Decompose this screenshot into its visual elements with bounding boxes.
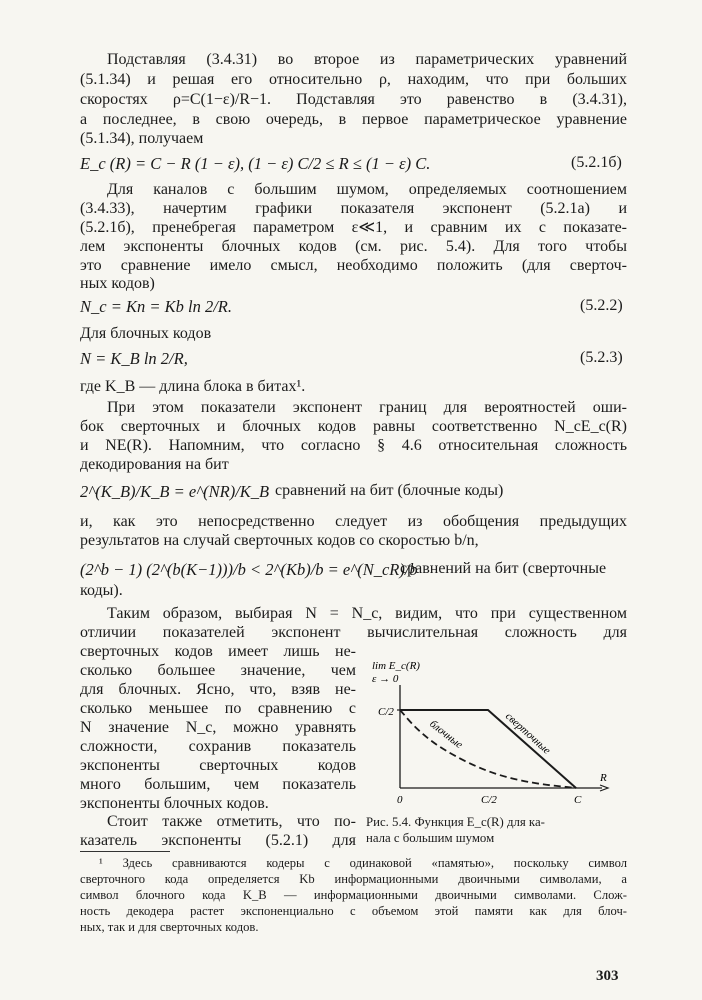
page-number: 303 — [596, 968, 619, 984]
paragraph-2-line-2: (3.4.33), начертим графики показателя экспонент (5.2.1а) и — [80, 200, 627, 217]
figure-x-tick-c: C — [574, 794, 582, 806]
footnote-line-2: сверточного кода определяется Kb информационными двоичными символами, а — [80, 872, 627, 886]
paragraph-5-narrow-line-3: для блочных. Ясно, что, взяв не- — [80, 681, 356, 698]
figure-x-tick-origin: 0 — [397, 794, 403, 806]
equation-5-2-1b: E_c (R) = C − R (1 − ε), (1 − ε) C/2 ≤ R ≤ (1 − ε) C. — [80, 154, 431, 173]
block-codes-label: Для блочных кодов — [80, 325, 212, 342]
figure-curve-label-conv: сверточные — [502, 710, 553, 757]
equation-conv-complexity: (2^b − 1) (2^(b(K−1)))/b < 2^(Kb)/b = e^(N_cR)/b — [80, 560, 418, 579]
footnote-line-4: ность декодера растет экспоненциально с объемом этой памяти как для блоч- — [80, 904, 627, 918]
paragraph-2-line-5: это сравнение имело смысл, необходимо положить (для сверточ- — [80, 257, 627, 274]
paragraph-5-narrow-line-6: сложности, сохранив показатель — [80, 738, 356, 755]
paragraph-1-line-2: (5.1.34) и решая его относительно ρ, находим, что при больших — [80, 71, 627, 88]
footnote-line-1: ¹ Здесь сравниваются кодеры с одинаковой «памятью», поскольку символ — [99, 856, 627, 870]
equation-number-5-2-3: (5.2.3) — [580, 349, 623, 366]
paragraph-1-line-1: Подставляя (3.4.31) во второе из параметрических уравнений — [107, 51, 627, 68]
paragraph-4-line-2: результатов на случай сверточных кодов со скоростью b/n, — [80, 532, 479, 549]
footnote-line-3: символ блочного кода K_B — информационными двоичными символами. Слож- — [80, 888, 627, 902]
paragraph-3-line-3: и NE(R). Напомним, что согласно § 4.6 относительная сложность — [80, 437, 627, 454]
paragraph-3-line-2: бок сверточных и блочных кодов равны соответственно N_cE_c(R) — [80, 418, 627, 435]
equation-block-complexity-text: сравнений на бит (блочные коды) — [275, 482, 504, 499]
equation-block-complexity: 2^(K_B)/K_B = e^(NR)/K_B — [80, 482, 270, 501]
figure-y-tick-c2: C/2 — [378, 706, 394, 718]
equation-number-5-2-2: (5.2.2) — [580, 297, 623, 314]
equation-conv-complexity-continuation: коды). — [80, 582, 123, 599]
figure-y-label-top: lim E_c(R) — [372, 660, 420, 672]
paragraph-5-narrow-line-8: много большим, чем показатель — [80, 776, 356, 793]
where-kb-line: где K_B — длина блока в битах¹. — [80, 378, 306, 395]
paragraph-1-line-3: скоростях ρ=C(1−ε)/R−1. Подставляя это равенство в (3.4.31), — [80, 91, 627, 108]
paragraph-3-line-1: При этом показатели экспонент границ для вероятностей оши- — [107, 399, 627, 416]
figure-x-axis-label: R — [600, 772, 607, 784]
paragraph-5-narrow-line-5: N значение N_c, можно уравнять — [80, 719, 356, 736]
paragraph-5-line-2: отличии показателей экспонент вычислительная сложность для — [80, 624, 627, 641]
figure-caption-line-1: Рис. 5.4. Функция E_c(R) для ка- — [366, 815, 545, 829]
paragraph-1-line-4: а последнее, в свою очередь, в первое параметрическое уравнение — [80, 111, 627, 128]
paragraph-6-line-2: казатель экспоненты (5.2.1) для — [80, 832, 356, 849]
paragraph-4-line-1: и, как это непосредственно следует из обобщения предыдущих — [80, 513, 627, 530]
paragraph-5-narrow-line-4: сколько меньшее по сравнению с — [80, 700, 356, 717]
paragraph-2-line-1: Для каналов с большим шумом, определяемых соотношением — [107, 181, 627, 198]
footnote-line-5: ных, так и для сверточных кодов. — [80, 920, 259, 934]
figure-x-tick-c2: C/2 — [481, 794, 497, 806]
paragraph-3-line-4: декодирования на бит — [80, 456, 229, 473]
paragraph-2-line-3: (5.2.1б), пренебрегая параметром ε≪1, и сравним их с показате- — [80, 219, 627, 236]
paragraph-1-line-5: (5.1.34), получаем — [80, 130, 204, 147]
figure-5-4-chart — [362, 655, 624, 815]
paragraph-5-narrow-line-9: экспоненты блочных кодов. — [80, 795, 269, 812]
paragraph-2-line-6: ных кодов) — [80, 275, 155, 292]
paragraph-5-narrow-line-2: сколько большее значение, чем — [80, 662, 356, 679]
paragraph-5-narrow-line-7: экспоненты сверточных кодов — [80, 757, 356, 774]
equation-conv-complexity-text: сравнений на бит (сверточные — [400, 560, 607, 577]
figure-curve-label-block: блочные — [427, 717, 465, 752]
equation-5-2-2: N_c = Kn = Kb ln 2/R. — [80, 297, 232, 316]
footnote-rule — [80, 851, 170, 852]
equation-number-5-2-1b: (5.2.1б) — [571, 154, 622, 171]
figure-caption-line-2: нала с большим шумом — [366, 831, 495, 845]
equation-5-2-3: N = K_B ln 2/R, — [80, 349, 188, 368]
paragraph-5-narrow-line-1: сверточных кодов имеет лишь не- — [80, 643, 356, 660]
paragraph-6-line-1: Стоит также отметить, что по- — [107, 813, 356, 830]
paragraph-5-line-1: Таким образом, выбирая N = N_c, видим, что при существенном — [107, 605, 627, 622]
figure-y-label-bottom: ε → 0 — [372, 673, 399, 685]
paragraph-2-line-4: лем экспоненты блочных кодов (см. рис. 5.4). Для того чтобы — [80, 238, 627, 255]
